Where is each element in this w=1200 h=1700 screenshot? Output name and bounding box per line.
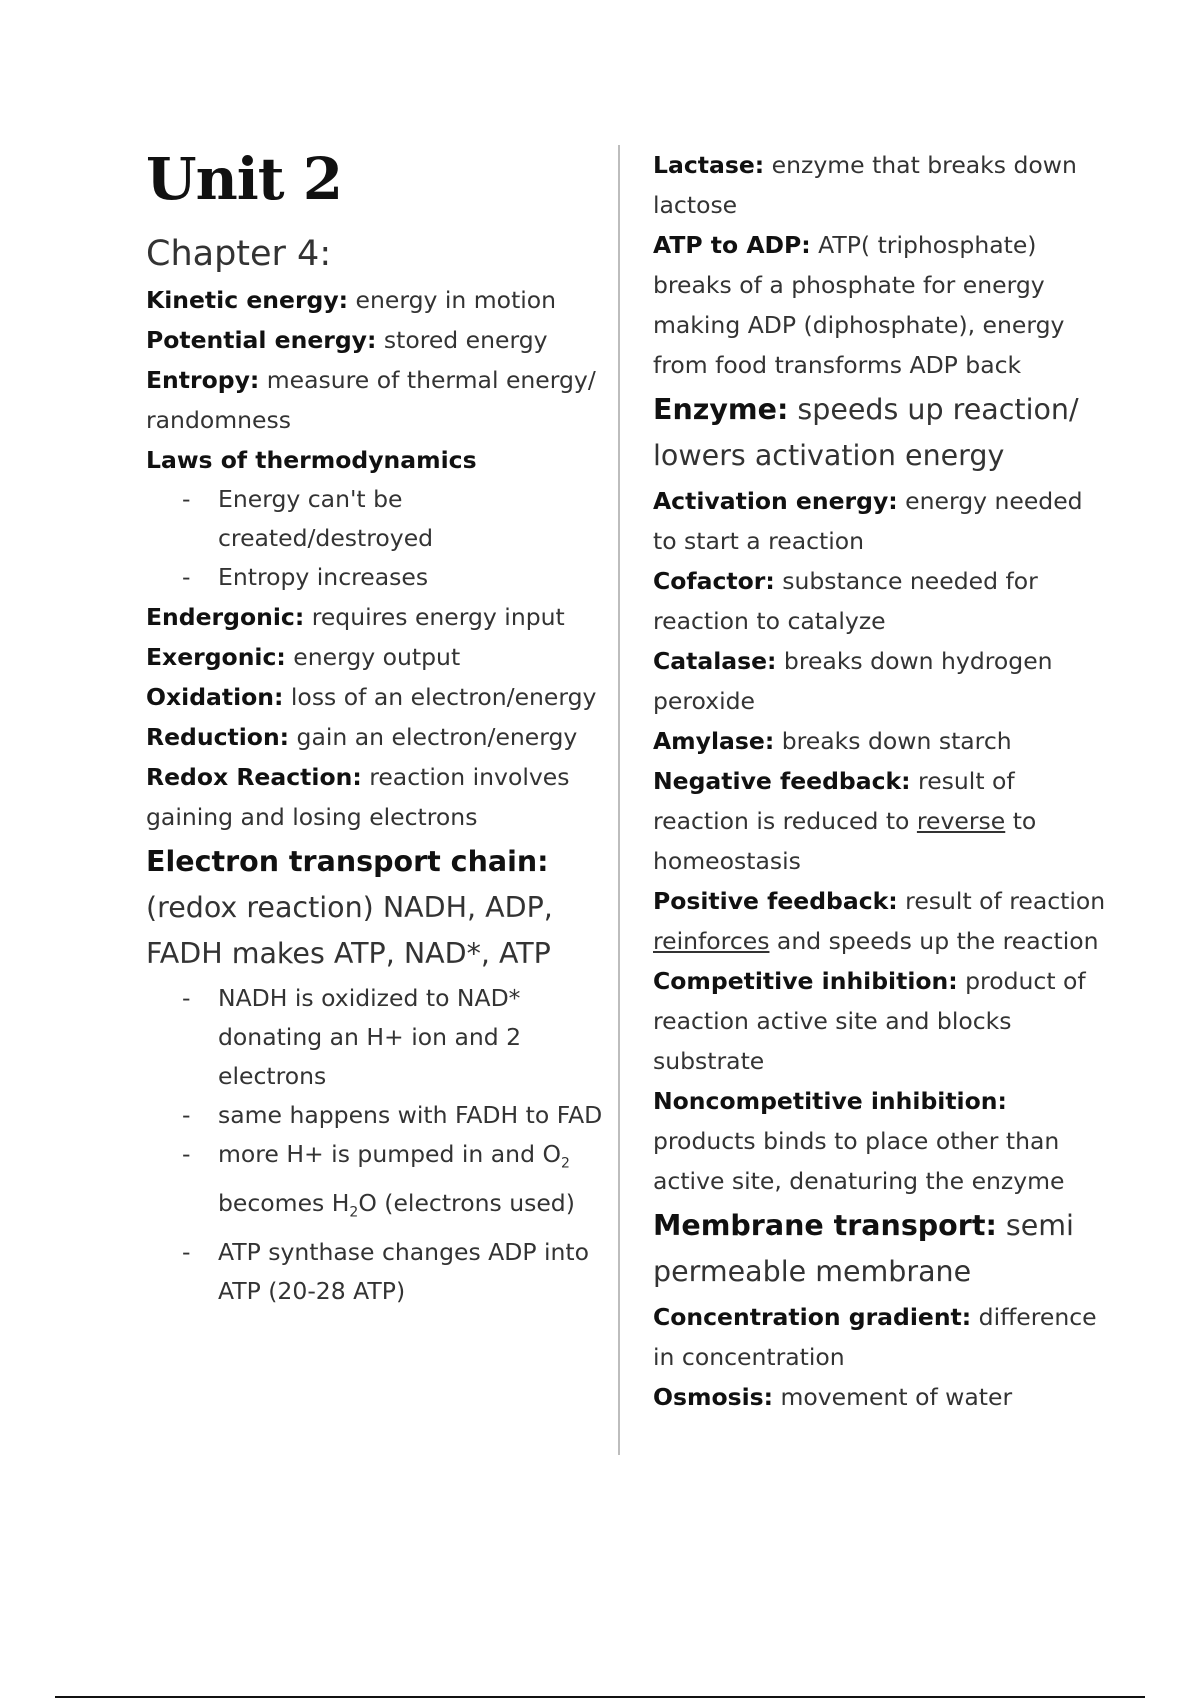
laws-list: [146, 480, 616, 597]
definition: requires energy input: [304, 603, 565, 632]
definition: semi permeable membrane: [653, 1209, 1074, 1288]
definition-potential-energy: [146, 320, 616, 360]
definition-oxidation: [146, 677, 616, 717]
list-item-text: Entropy increases: [218, 563, 429, 592]
term: Negative feedback:: [653, 767, 911, 795]
term: Reduction:: [146, 723, 290, 752]
term: Potential energy:: [146, 326, 377, 355]
definition: ATP( triphosphate) breaks of a phosphate for energy making ADP (diphosphate), energy from food transforms ADP back: [653, 231, 1065, 379]
page-title: Unit 2: [146, 145, 343, 213]
dash-bullet: -: [182, 563, 191, 592]
term: Amylase:: [653, 727, 775, 755]
definition-redox-reaction: [146, 757, 616, 837]
dash-bullet: -: [182, 984, 191, 1013]
definition: product of reaction active site and blocks substrate: [653, 967, 1086, 1075]
list-item: [146, 979, 616, 1096]
definition: energy needed to start a reaction: [653, 487, 1083, 555]
definition: measure of thermal energy/ randomness: [146, 366, 596, 435]
definition-end: and speeds up the reaction: [769, 927, 1099, 955]
definition-activation-energy: [653, 481, 1113, 561]
term: Osmosis:: [653, 1383, 774, 1411]
definition-catalase: [653, 641, 1113, 721]
list-item-text-part: O (electrons used): [358, 1188, 575, 1217]
term: Cofactor:: [653, 567, 775, 595]
definition-electron-transport-chain: [146, 839, 616, 977]
term: Concentration gradient:: [653, 1303, 972, 1331]
list-item: [146, 480, 616, 558]
definition: enzyme that breaks down lactose: [653, 151, 1077, 219]
term: Redox Reaction:: [146, 763, 362, 792]
column-divider: [618, 145, 620, 1455]
underlined-word: reverse: [916, 807, 1006, 835]
term: ATP to ADP:: [653, 231, 811, 259]
list-item-text: ATP synthase changes ADP into ATP (20-28 ATP): [218, 1237, 589, 1305]
list-item: [146, 1135, 616, 1232]
term: Entropy:: [146, 366, 260, 395]
definition-concentration-gradient: [653, 1297, 1113, 1377]
definition: energy output: [285, 643, 461, 672]
term: Positive feedback:: [653, 887, 898, 915]
bottom-rule: [55, 1696, 1145, 1698]
definition: reaction involves gaining and losing electrons: [146, 763, 570, 832]
definition-positive-feedback: [653, 881, 1113, 961]
definition-end: to homeostasis: [653, 807, 1037, 875]
definition-osmosis: [653, 1377, 1113, 1417]
laws-heading: Laws of thermodynamics: [146, 446, 477, 475]
right-column: [653, 145, 1113, 1417]
dash-bullet: -: [182, 485, 191, 514]
definition-enzyme: [653, 387, 1113, 479]
definition-membrane-transport: [653, 1203, 1113, 1295]
term: Endergonic:: [146, 603, 305, 632]
dash-bullet: -: [182, 1101, 191, 1130]
term: Lactase:: [653, 151, 765, 179]
list-item-text: same happens with FADH to FAD: [218, 1101, 603, 1130]
dash-bullet: -: [182, 1237, 191, 1266]
term: Kinetic energy:: [146, 286, 349, 315]
definition: breaks down hydrogen peroxide: [653, 647, 1053, 715]
underlined-word: reinforces: [653, 927, 770, 955]
term: Membrane transport:: [653, 1209, 997, 1242]
definition: difference in concentration: [653, 1303, 1097, 1371]
term: Electron transport chain:: [146, 845, 549, 879]
term: Enzyme:: [653, 393, 789, 426]
definition: substance needed for reaction to catalyze: [653, 567, 1038, 635]
term: Noncompetitive inhibition:: [653, 1087, 1007, 1115]
list-item-text: Energy can't be created/destroyed: [218, 485, 434, 553]
term: Exergonic:: [146, 643, 286, 672]
definition-reduction: [146, 717, 616, 757]
term: Catalase:: [653, 647, 777, 675]
left-column: [146, 145, 616, 1311]
list-item: [146, 558, 616, 597]
definition-lactase: [653, 145, 1113, 225]
list-item: [146, 1096, 616, 1135]
definition-noncompetitive-inhibition: [653, 1081, 1113, 1201]
definition: stored energy: [376, 326, 548, 355]
definition: (redox reaction) NADH, ADP, FADH makes ATP, NAD*, ATP: [146, 891, 553, 971]
definition: energy in motion: [348, 286, 557, 315]
definition-negative-feedback: [653, 761, 1113, 881]
definition: speeds up reaction/ lowers activation energy: [653, 393, 1079, 472]
subscript: 2: [349, 1204, 359, 1221]
definition-competitive-inhibition: [653, 961, 1113, 1081]
definition: loss of an electron/energy: [283, 683, 597, 712]
term: Oxidation:: [146, 683, 284, 712]
dash-bullet: -: [182, 1140, 191, 1169]
subscript: 2: [560, 1155, 570, 1172]
definition-kinetic-energy: [146, 280, 616, 320]
definition-exergonic: [146, 637, 616, 677]
definition-entropy: [146, 360, 616, 440]
definition: gain an electron/energy: [289, 723, 578, 752]
term: Competitive inhibition:: [653, 967, 958, 995]
definition: breaks down starch: [774, 727, 1012, 755]
definition-cofactor: [653, 561, 1113, 641]
list-item-text-part: more H+ is pumped in and O: [218, 1140, 561, 1169]
etc-steps-list: [146, 979, 616, 1310]
list-item-text-part: becomes H: [218, 1188, 350, 1217]
definition: result of reaction: [897, 887, 1106, 915]
list-item: [146, 1233, 616, 1311]
definition-atp-to-adp: [653, 225, 1113, 385]
definition: products binds to place other than active site, denaturing the enzyme: [653, 1127, 1065, 1195]
definition-endergonic: [146, 597, 616, 637]
term: Activation energy:: [653, 487, 898, 515]
chapter-heading: Chapter 4:: [146, 234, 332, 274]
definition-amylase: [653, 721, 1113, 761]
definition: movement of water: [773, 1383, 1013, 1411]
definition: result of reaction is reduced to: [653, 767, 1015, 835]
list-item-text: NADH is oxidized to NAD* donating an H+ ion and 2 electrons: [218, 984, 522, 1091]
